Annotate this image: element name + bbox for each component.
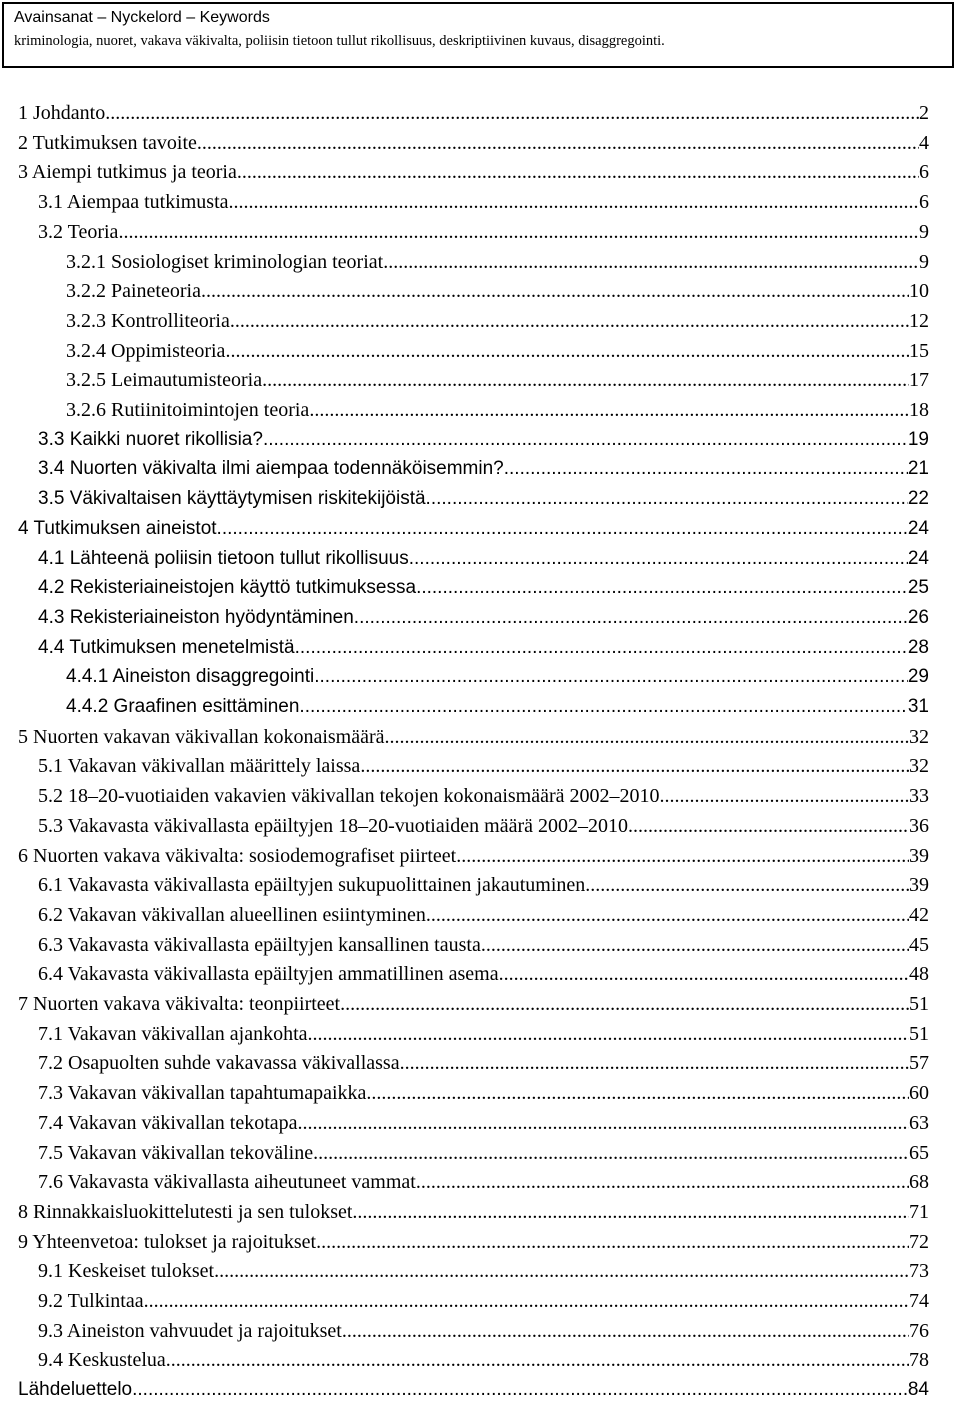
toc-entry[interactable] [66, 662, 929, 692]
toc-entry-title: 3.5 Väkivaltaisen käyttäytymisen riskitekijöistä [38, 488, 426, 510]
toc-entry-title: 4.4.1 Aineiston disaggregointi [66, 666, 315, 688]
toc-entry-title: 5.1 Vakavan väkivallan määrittely laissa [38, 755, 361, 778]
toc-entry[interactable] [18, 1227, 929, 1257]
dot-leader [504, 454, 908, 484]
toc-entry-title: 3.2.2 Paineteoria [66, 280, 201, 303]
toc-entry-page-number: 19 [907, 428, 929, 450]
toc-entry-page-number: 32 [909, 755, 929, 778]
toc-entry-title: 4.1 Lähteenä poliisin tietoon tullut rikollisuus [38, 547, 409, 569]
toc-entry-page-number: 31 [907, 696, 929, 717]
toc-entry[interactable] [18, 1197, 929, 1227]
dot-leader [316, 1227, 909, 1257]
toc-entry[interactable] [38, 1078, 929, 1108]
toc-entry-page-number: 28 [907, 636, 929, 658]
toc-entry[interactable] [38, 217, 929, 247]
toc-entry[interactable] [66, 395, 929, 425]
toc-entry-title: 7.4 Vakavan väkivallan tekotapa [38, 1111, 298, 1134]
dot-leader [385, 722, 909, 752]
toc-entry-page-number: 21 [907, 458, 929, 480]
toc-entry-title: 7.1 Vakavan väkivallan ajankohta [38, 1022, 308, 1045]
toc-entry-page-number: 4 [919, 131, 929, 154]
toc-entry-title: 2 Tutkimuksen tavoite [18, 131, 197, 154]
dot-leader [105, 98, 919, 128]
toc-entry-title: 4.4 Tutkimuksen menetelmistä [38, 636, 295, 658]
toc-entry-title: 5.2 18–20-vuotiaiden vakavien väkivallan tekojen kokonaismäärä 2002–2010 [38, 785, 660, 808]
toc-entry[interactable] [38, 633, 929, 663]
toc-entry-title: 3.2.4 Oppimisteoria [66, 339, 226, 362]
toc-entry-title: Lähdeluettelo [18, 1379, 133, 1401]
toc-entry-page-number: 33 [909, 785, 929, 808]
toc-entry-title: 6.1 Vakavasta väkivallasta epäiltyjen sukupuolittainen jakautuminen [38, 874, 586, 897]
toc-entry-title: 5.3 Vakavasta väkivallasta epäiltyjen 18–20-vuotiaiden määrä 2002–2010 [38, 814, 629, 837]
dot-leader [144, 1286, 909, 1316]
keywords-list: kriminologia, nuoret, vakava väkivalta, poliisin tietoon tullut rikollisuus, deskriptiivinen kuvaus, disaggregointi. [14, 33, 665, 49]
dot-leader [360, 751, 909, 781]
toc-entry[interactable] [38, 751, 929, 781]
dot-leader [229, 187, 919, 217]
dot-leader [262, 365, 909, 395]
toc-entry[interactable] [38, 484, 929, 514]
dot-leader [263, 425, 908, 455]
dot-leader [309, 395, 909, 425]
toc-entry-title: 4.3 Rekisteriaineiston hyödyntäminen [38, 606, 354, 628]
toc-entry-page-number: 6 [919, 191, 929, 214]
dot-leader [308, 1019, 909, 1049]
toc-entry[interactable] [38, 1138, 929, 1168]
toc-entry-title: 3.1 Aiempaa tutkimusta [38, 191, 229, 214]
toc-entry[interactable] [66, 365, 929, 395]
toc-entry-title: 3 Aiempi tutkimus ja teoria [18, 161, 237, 184]
toc-entry-title: 6 Nuorten vakava väkivalta: sosiodemografiset piirteet [18, 844, 457, 867]
toc-entry-title: 9.4 Keskustelua [38, 1349, 166, 1372]
toc-entry-title: 4 Tutkimuksen aineistot [18, 517, 217, 539]
toc-entry[interactable] [18, 128, 929, 158]
toc-entry-title: 7.5 Vakavan väkivallan tekoväline [38, 1141, 314, 1164]
toc-entry[interactable] [18, 722, 929, 752]
toc-entry[interactable] [38, 544, 929, 574]
dot-leader [237, 157, 919, 187]
toc-entry-page-number: 78 [909, 1349, 929, 1372]
toc-entry[interactable] [66, 276, 929, 306]
toc-entry-page-number: 45 [909, 933, 929, 956]
dot-leader [456, 841, 909, 871]
toc-entry-title: 3.4 Nuorten väkivalta ilmi aiempaa todennäköisemmin? [38, 458, 504, 480]
toc-entry-page-number: 65 [909, 1141, 929, 1164]
toc-entry-page-number: 76 [909, 1319, 929, 1342]
dot-leader [295, 633, 908, 663]
dot-leader [499, 959, 909, 989]
dot-leader [314, 662, 908, 692]
toc-entry[interactable] [18, 841, 929, 871]
toc-entry[interactable] [38, 1048, 929, 1078]
toc-entry[interactable] [38, 900, 929, 930]
toc-entry-page-number: 36 [909, 814, 929, 837]
dot-leader [660, 781, 909, 811]
toc-entry-page-number: 18 [909, 399, 929, 421]
toc-entry[interactable] [38, 870, 929, 900]
keywords-heading: Avainsanat – Nyckelord – Keywords [14, 9, 270, 26]
toc-entry[interactable] [38, 930, 929, 960]
toc-entry-page-number: 48 [909, 963, 929, 986]
toc-entry[interactable] [66, 247, 929, 277]
dot-leader [298, 1108, 909, 1138]
toc-entry[interactable] [66, 692, 929, 722]
toc-entry-title: 3.2.1 Sosiologiset kriminologian teoriat [66, 250, 384, 273]
dot-leader [225, 336, 909, 366]
toc-entry-page-number: 9 [919, 250, 929, 273]
dot-leader [197, 128, 919, 158]
toc-entry[interactable] [18, 157, 929, 187]
toc-entry-title: 7.6 Vakavasta väkivallasta aiheutuneet vammat [38, 1171, 416, 1194]
toc-entry-page-number: 42 [909, 903, 929, 926]
toc-entry[interactable] [38, 573, 929, 603]
toc-entry-title: 6.3 Vakavasta väkivallasta epäiltyjen kansallinen tausta [38, 933, 481, 956]
dot-leader [416, 1167, 909, 1197]
toc-entry-page-number: 17 [909, 369, 929, 392]
toc-entry-page-number: 39 [909, 844, 929, 867]
dot-leader [354, 603, 908, 633]
dot-leader [628, 811, 909, 841]
toc-entry[interactable] [38, 1167, 929, 1197]
toc-entry-title: 9.2 Tulkintaa [38, 1290, 144, 1312]
toc-entry-title: 6.2 Vakavan väkivallan alueellinen esiintyminen [38, 903, 426, 926]
toc-entry-page-number: 26 [907, 606, 929, 628]
dot-leader [383, 247, 919, 277]
toc-entry-title: 9.1 Keskeiset tulokset [38, 1260, 215, 1283]
toc-entry[interactable] [38, 959, 929, 989]
dot-leader [585, 870, 909, 900]
toc-entry[interactable] [18, 989, 929, 1019]
toc-entry[interactable] [38, 187, 929, 217]
toc-entry-page-number: 24 [907, 547, 929, 569]
toc-entry-page-number: 24 [907, 517, 929, 539]
dot-leader [118, 217, 919, 247]
toc-entry-title: 3.2.6 Rutiinitoimintojen teoria [66, 399, 310, 421]
dot-leader [416, 573, 908, 603]
toc-entry-page-number: 57 [909, 1052, 929, 1075]
toc-entry[interactable] [38, 1286, 929, 1316]
toc-entry-page-number: 60 [909, 1082, 929, 1105]
toc-entry-title: 3.2 Teoria [38, 220, 119, 243]
toc-entry-page-number: 10 [909, 280, 929, 303]
toc-entry-title: 4.4.2 Graafinen esittäminen [66, 696, 300, 717]
toc-entry-page-number: 51 [909, 1022, 929, 1045]
dot-leader [299, 692, 907, 722]
toc-entry-page-number: 63 [909, 1111, 929, 1134]
toc-entry-title: 1 Johdanto [18, 102, 106, 124]
toc-entry[interactable] [18, 98, 929, 128]
toc-entry-page-number: 15 [909, 339, 929, 362]
toc-entry-page-number: 32 [909, 725, 929, 748]
toc-entry-title: 9 Yhteenvetoa: tulokset ja rajoitukset [18, 1230, 317, 1253]
toc-entry-title: 9.3 Aineiston vahvuudet ja rajoitukset [38, 1319, 342, 1342]
dot-leader [201, 276, 909, 306]
dot-leader [217, 514, 908, 544]
toc-entry[interactable] [38, 454, 929, 484]
toc-entry[interactable] [38, 811, 929, 841]
toc-entry-page-number: 73 [909, 1260, 929, 1283]
dot-leader [342, 1316, 909, 1346]
toc-entry[interactable] [38, 1345, 929, 1375]
toc-entry-page-number: 22 [907, 488, 929, 510]
toc-entry[interactable] [18, 514, 929, 544]
dot-leader [409, 544, 908, 574]
toc-entry-page-number: 84 [907, 1379, 929, 1401]
toc-entry-title: 3.2.3 Kontrolliteoria [66, 309, 230, 332]
toc-entry-title: 3.3 Kaikki nuoret rikollisia? [38, 428, 263, 450]
toc-entry-page-number: 2 [919, 102, 929, 124]
toc-entry[interactable] [38, 781, 929, 811]
toc-entry[interactable] [66, 306, 929, 336]
dot-leader [481, 930, 909, 960]
toc-entry[interactable] [38, 1256, 929, 1286]
toc-entry[interactable] [38, 1019, 929, 1049]
toc-entry-page-number: 39 [909, 874, 929, 897]
toc-entry[interactable] [38, 603, 929, 633]
toc-entry-page-number: 9 [919, 220, 929, 243]
toc-entry-title: 3.2.5 Leimautumisteoria [66, 369, 263, 392]
toc-entry-page-number: 74 [909, 1290, 929, 1312]
toc-entry-title: 7 Nuorten vakava väkivalta: teonpiirteet [18, 993, 341, 1015]
toc-entry-title: 7.3 Vakavan väkivallan tapahtumapaikka [38, 1082, 367, 1105]
dot-leader [400, 1048, 909, 1078]
toc-entry-page-number: 25 [907, 577, 929, 599]
toc-entry-page-number: 72 [909, 1230, 929, 1253]
keywords-box [2, 2, 954, 68]
dot-leader [166, 1345, 909, 1375]
toc-entry-page-number: 51 [909, 993, 929, 1015]
toc-entry[interactable] [38, 1108, 929, 1138]
dot-leader [426, 484, 908, 514]
toc-entry[interactable] [66, 336, 929, 366]
toc-entry-title: 6.4 Vakavasta väkivallasta epäiltyjen ammatillinen asema [38, 963, 499, 986]
toc-entry-title: 8 Rinnakkaisluokittelutesti ja sen tulokset [18, 1200, 353, 1223]
dot-leader [426, 900, 909, 930]
toc-entry-page-number: 6 [919, 161, 929, 184]
toc-entry-title: 7.2 Osapuolten suhde vakavassa väkivallassa [38, 1052, 400, 1075]
toc-entry-page-number: 68 [909, 1171, 929, 1194]
toc-entry-page-number: 71 [909, 1200, 929, 1223]
toc-entry-page-number: 12 [909, 309, 929, 332]
dot-leader [352, 1197, 909, 1227]
dot-leader [214, 1256, 909, 1286]
toc-entry[interactable] [38, 425, 929, 455]
toc-entry-title: 5 Nuorten vakavan väkivallan kokonaismäärä [18, 725, 385, 748]
dot-leader [340, 989, 909, 1019]
toc-entry-title: 4.2 Rekisteriaineistojen käyttö tutkimuksessa [38, 577, 417, 599]
toc-entry-page-number: 29 [907, 666, 929, 688]
dot-leader [313, 1138, 909, 1168]
dot-leader [366, 1078, 909, 1108]
toc-entry[interactable] [38, 1316, 929, 1346]
dot-leader [230, 306, 909, 336]
